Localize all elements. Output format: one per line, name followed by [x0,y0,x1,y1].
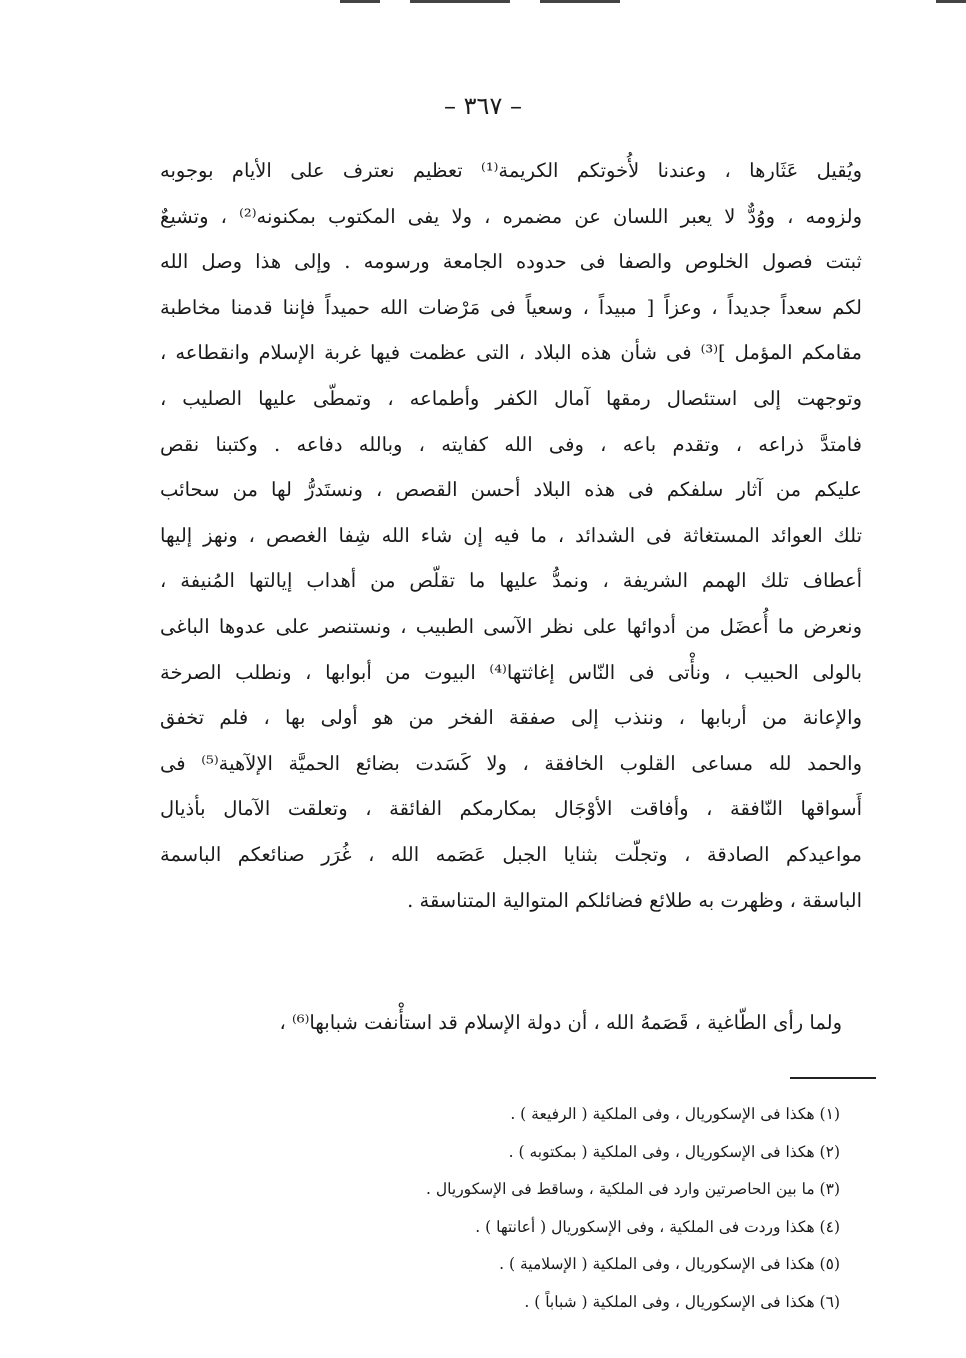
text-line: والإعانة من أربابها ، وننذب إلى صفقة الفخر من هو أولى بها ، فلم تخفق [160,706,862,730]
text-line: الباسقة ، وظهرت به طلائع فضائلكم المتوالية المتناسقة . [407,888,862,912]
text-line: مواعيدكم الصادقة ، وتجلّت بثنايا الجبل عَصَمه الله ، غُرَر صنائعكم الباسمة [160,842,862,866]
text-line: أَسواقها النّافقة ، وأفاقت الأوْجَال بمكارمكم الفائقة ، وتعلقت الآمال بأذيال [160,797,862,821]
footnote-item: (١) هكذا فى الإسكوريال ، وفى الملكية ( الرفيعة ) . [510,1105,840,1123]
text-line: بالولى الحبيب ، ونأْتى فى النّاس إغاثتها⁽⁴⁾ البيوت من أبوابها ، ونطلب الصرخة [160,660,862,684]
footnote-item: (٦) هكذا فى الإسكوريال ، وفى الملكية ( شباباً ) . [524,1292,840,1311]
text-line: تلك العوائد المستغاثة فى الشدائد ، ما فيه إن شاء الله شِفا الغصص ، ونهز إليها [160,523,862,547]
top-rule-2 [410,0,510,3]
text-line: وتوجهت إلى استئصال رمقها آمال الكفر وأطماعه ، وتمطّى عليها الصليب ، [160,386,862,410]
text-line: مقامكم المؤمل ]⁽³⁾ فى شأن هذه البلاد ، التى عظمت فيها غربة الإسلام وانقطاعه ، [160,341,862,365]
text-line: والحمد لله مساعى القلوب الخافقة ، ولا كَسَدت بضائع الحميَّة الإلآهية⁽⁵⁾ فى [160,751,862,775]
body-paragraph [160,148,862,923]
footnote-item: (٥) هكذا فى الإسكوريال ، وفى الملكية ( الإسلامية ) . [499,1255,840,1273]
text-line: ويُقيل عَثَارها ، وعندنا لأُخوتكم الكريمة⁽¹⁾ تعظيم نعترف على الأيام بوجوبه [160,159,862,182]
text-line: عليكم من آثار سلفكم فى هذه البلاد أحسن القصص ، ونستَدرُّ لها من سحائب [160,478,862,502]
top-rule-4 [936,0,966,3]
page-number: – ٣٦٧ – [444,92,522,120]
footnote-item: (٣) ما بين الحاصرتين وارد فى الملكية ، وساقط فى الإسكوريال . [426,1180,840,1198]
footnote-separator [790,1077,876,1079]
text-line: لكم سعداً جديداً ، وعزاً [ مبيداً ، وسعياً فى مَرْضات الله حميداً فإننا قدمنا مخاطبة [160,295,862,319]
text-line: ونعرض ما أُعضَل من أدوائها على نظر الآسى الطبيب ، ونستنصر على عدوها الباغى [160,614,862,638]
top-rule-1 [340,0,380,3]
second-paragraph: ولما رأى الطّاغية ، قَصَمهُ الله ، أن دولة الإسلام قد استأْنفت شبابها⁽⁶⁾ ، [279,1011,842,1034]
footnote-item: (٢) هكذا فى الإسكوريال ، وفى الملكية ( بمكتوبه ) . [508,1142,840,1161]
text-line: فامتدَّ ذراعه ، وتقدم باعه ، وفى الله كفايته ، وبالله دفاعه . وكتبنا نقص [160,432,862,456]
text-line: ثبتت فصول الخلوص والصفا فى حدوده الجامعة ورسومه . وإلى هذا وصل الله [160,250,862,274]
text-line: أعطاف تلك الهمم الشريفة ، ونمدُّ عليها ما تقلّص من أهداب إيالتها المُنيفة ، [160,569,862,593]
text-line: ولزومه ، ووُدٌّ لا يعبر اللسان عن مضمره ، ولا يفى المكتوب بمكنونه⁽²⁾ ، وتشيعٌ [160,204,862,228]
footnote-item: (٤) هكذا وردت فى الملكية ، وفى الإسكوريال ( أعانتها ) . [475,1217,840,1236]
top-rule-3 [540,0,620,3]
footnotes-list [300,1096,840,1321]
